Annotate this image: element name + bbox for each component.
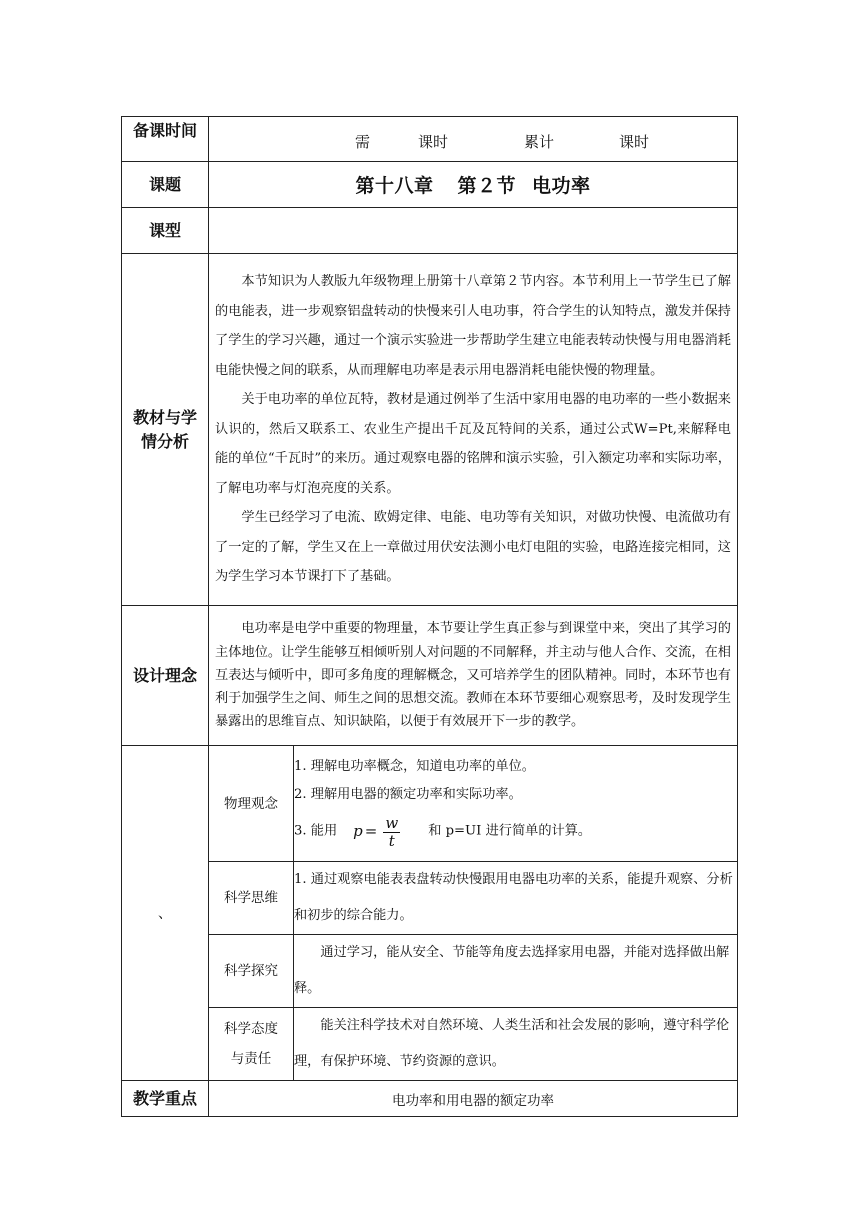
design-content [209,606,738,746]
objective-text: 1. 通过观察电能表表盘转动快慢跟用电器电功率的关系，能提升观察、分析和初步的综合能力。 [294,872,733,923]
row-objective-physics [122,746,738,862]
objective-label-thinking: 科学思维 [209,862,294,935]
objective-line: 1. 理解电功率概念，知道电功率的单位。 [294,759,535,775]
objective-content-attitude [294,1008,738,1081]
objective-line-formula: 3. 能用 p = $\frac{w}{t}$ 和 p=UI 进行简单的计算。 [294,809,737,854]
row-objective-inquiry [122,935,738,1008]
row-objective-attitude [122,1008,738,1081]
objective-text: 能关注科学技术对自然环境、人类生活和社会发展的影响，遵守科学伦理，有保护环境、节约资源的意识。 [294,1018,730,1069]
focus-label: 教学重点 [122,1081,209,1117]
analysis-label-line2: 情分析 [140,431,189,451]
focus-value: 电功率和用电器的额定功率 [209,1081,738,1117]
objective-label-inquiry: 科学探究 [209,935,294,1008]
objective-content-thinking [294,862,738,935]
section-text: 第２节 [457,175,516,197]
row-focus [122,1081,738,1117]
objective-label-attitude: 科学态度 与责任 [209,1008,294,1081]
topic-title [209,162,738,208]
type-value [209,208,738,254]
design-label: 设计理念 [122,606,209,746]
topic-label: 课题 [122,162,209,208]
chapter-text: 第十八章 [355,175,434,197]
analysis-label [122,254,209,606]
hours-text-1: 课时 [418,133,449,151]
objective-label-physics: 物理观念 [209,746,294,862]
row-analysis [122,254,738,606]
row-type [122,208,738,254]
need-text: 需 [355,133,371,151]
analysis-paragraph: 本节知识为人教版九年级物理上册第十八章第２节内容。本节利用上一节学生已了解的电能表，进一步观察铝盘转动的快慢来引人电功事，符合学生的认知特点，激发并保持了学生的学习兴趣，通过一个演示实验进一步帮助学生建立电能表转动快慢与用电器消耗电能快慢之间的联系，从而理解电功率是表示用电器消耗电能快慢的物理量。 [215,274,731,378]
analysis-label-line1: 教材与学 [132,407,197,427]
analysis-paragraph: 学生已经学习了电流、欧姆定律、电能、电功等有关知识，对做功快慢、电流做功有了一定的了解，学生又在上一章做过用伏安法测小电灯电阻的实验，电路连接完相同，这为学生学习本节课打下了基础。 [215,510,731,585]
objective-line: 2. 理解用电器的额定功率和实际功率。 [294,787,522,803]
power-formula: p = $\frac{w}{t}$ [353,813,399,850]
type-label: 课型 [122,208,209,254]
row-design [122,606,738,746]
total-text: 累计 [524,133,555,151]
hours-text-2: 课时 [619,133,650,151]
objective-content-inquiry [294,935,738,1008]
row-objective-thinking [122,862,738,935]
row-topic [122,162,738,208]
lesson-name: 电功率 [532,175,591,197]
analysis-content [209,254,738,606]
analysis-paragraph: 关于电功率的单位瓦特，教材是通过例举了生活中家用电器的电功率的一些小数据来认识的，然后又联系工、农业生产提出千瓦及瓦特间的关系，通过公式W=Pt,来解释电能的单位“千瓦时”的来历。通过观察电器的铭牌和演示实验，引入额定功率和实际功率，了解电功率与灯泡亮度的关系。 [215,392,731,496]
objective-text: 通过学习，能从安全、节能等角度去选择家用电器，并能对选择做出解释。 [294,945,730,996]
row-prep-time [122,117,738,162]
lesson-plan-table [121,116,738,1117]
formula-numerator: w [385,813,399,832]
formula-denominator: t [388,831,395,850]
objective-content-physics [294,746,738,862]
design-paragraph: 电功率是电学中重要的物理量，本节要让学生真正参与到课堂中来，突出了其学习的主体地位。让学生能够互相倾听别人对问题的不同解释，并主动与他人合作、交流，在相互表达与倾听中，即可多角度的理解概念，又可培养学生的团队精神。同时，本环节也有利于加强学生之间、师生之间的思想交流。教师在本环节要细心观察思考，及时发现学生暴露出的思维盲点、知识缺陷，以便于有效展开下一步的教学。 [215,621,731,730]
prep-time-label: 备课时间 [122,117,209,162]
objectives-label: 、 [122,746,209,1081]
prep-time-value [209,117,738,162]
